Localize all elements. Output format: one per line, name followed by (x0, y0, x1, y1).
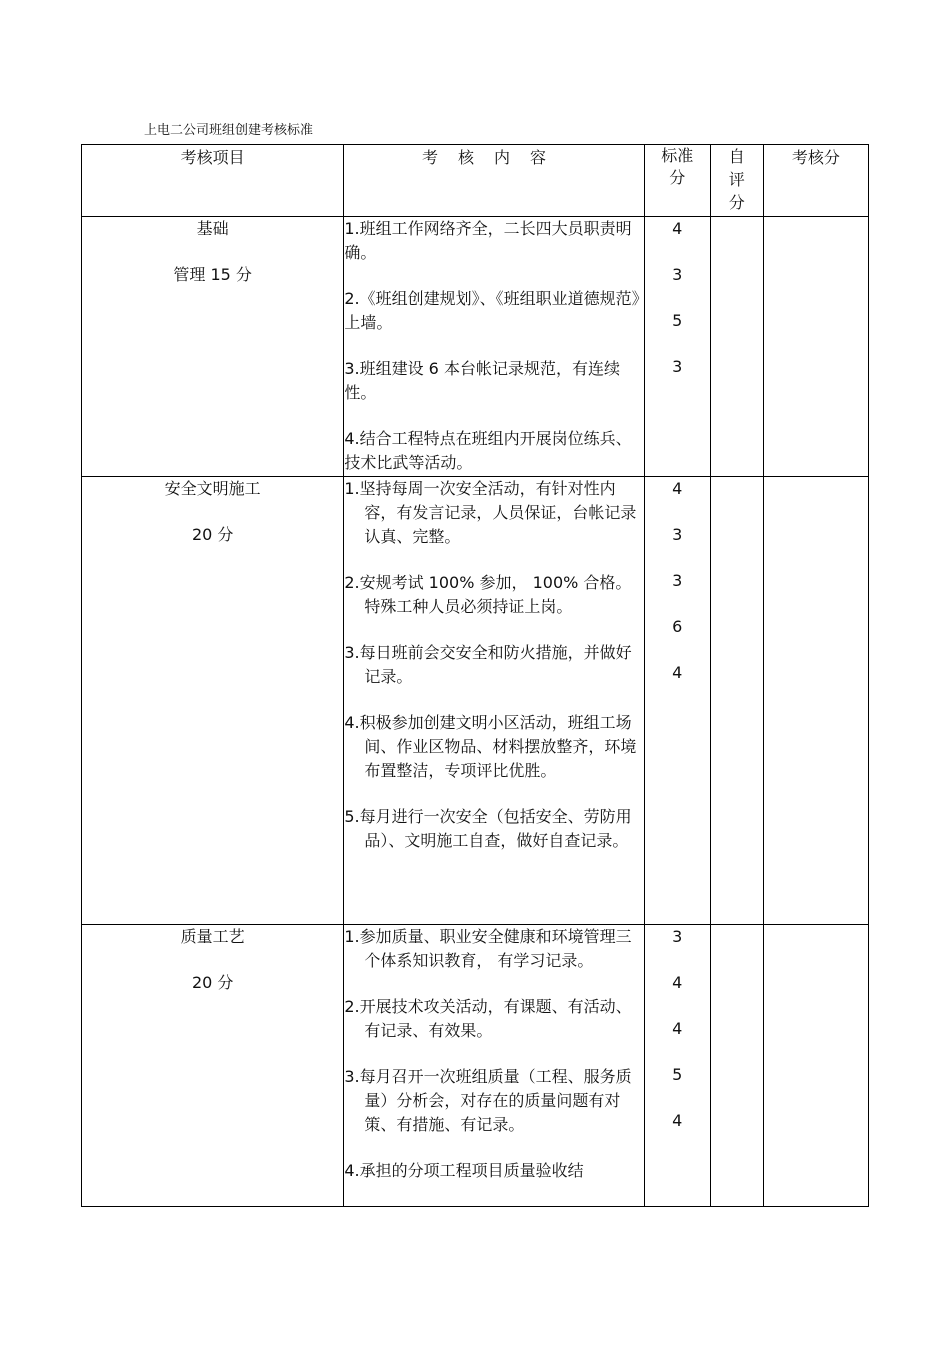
header-content: 考核内容 (344, 145, 644, 217)
standard-score: 4 (672, 219, 683, 238)
standard-score: 4 (672, 479, 683, 498)
self-score-cell[interactable] (710, 925, 763, 1207)
assessment-table (81, 144, 869, 1207)
category-cell (82, 477, 344, 925)
header-standard-line1: 标准 (661, 146, 694, 165)
section-row-safety (82, 477, 869, 925)
category-cell (82, 217, 344, 477)
content-cell (344, 477, 644, 925)
content-item: 5.每月进行一次安全（包括安全、劳防用品）、文明施工自查，做好自查记录。 (344, 807, 632, 850)
standard-score: 3 (672, 525, 683, 544)
final-score-cell[interactable] (763, 925, 868, 1207)
final-score-cell[interactable] (763, 217, 868, 477)
content-item: 4.承担的分项工程项目质量验收结 (344, 1161, 584, 1180)
category-points: 20 分 (191, 973, 234, 992)
standard-score: 3 (672, 357, 683, 376)
header-standard-line2: 分 (669, 168, 686, 187)
content-item: 2.《班组创建规划》、《班组职业道德规范》上墙。 (344, 289, 640, 332)
section-row-basic (82, 217, 869, 477)
section-row-quality (82, 925, 869, 1207)
content-item: 1.参加质量、职业安全健康和环境管理三个体系知识教育， 有学习记录。 (344, 927, 632, 970)
header-self-line3: 分 (728, 193, 745, 212)
category-points: 20 分 (191, 525, 234, 544)
content-item: 1.班组工作网络齐全，二长四大员职责明确。 (344, 219, 632, 262)
category-name: 质量工艺 (180, 927, 245, 946)
header-row (82, 145, 869, 217)
content-item: 4.结合工程特点在班组内开展岗位练兵、技术比武等活动。 (344, 429, 632, 472)
category-name: 安全文明施工 (164, 479, 261, 498)
content-item: 4.积极参加创建文明小区活动，班组工场间、作业区物品、材料摆放整齐，环境布置整洁，专项评比优胜。 (344, 713, 637, 780)
self-score-cell[interactable] (710, 217, 763, 477)
final-score-cell[interactable] (763, 477, 868, 925)
standard-score: 4 (672, 973, 683, 992)
standard-score-cell (644, 477, 710, 925)
content-item: 3.班组建设 6 本台帐记录规范，有连续性。 (344, 359, 620, 402)
category-cell (82, 925, 344, 1207)
content-cell (344, 925, 644, 1207)
document-title: 上电二公司班组创建考核标准 (144, 123, 314, 138)
content-item: 2.安规考试 100% 参加， 100% 合格。特殊工种人员必须持证上岗。 (344, 573, 632, 616)
header-self-line1: 自 (728, 147, 745, 166)
standard-score: 4 (672, 663, 683, 682)
standard-score: 3 (672, 927, 683, 946)
header-final-score: 考核分 (763, 145, 868, 217)
header-self-score (710, 145, 763, 217)
header-standard-score (644, 145, 710, 217)
standard-score: 3 (672, 265, 683, 284)
standard-score: 4 (672, 1111, 683, 1130)
content-item: 3.每月召开一次班组质量（工程、服务质量）分析会，对存在的质量问题有对策、有措施、有记录。 (344, 1067, 632, 1134)
content-item: 1.坚持每周一次安全活动，有针对性内容，有发言记录，人员保证，台帐记录认真、完整。 (344, 479, 637, 546)
header-self-line2: 评 (728, 170, 745, 189)
standard-score: 4 (672, 1019, 683, 1038)
self-score-cell[interactable] (710, 477, 763, 925)
standard-score-cell (644, 217, 710, 477)
standard-score: 3 (672, 571, 683, 590)
standard-score: 5 (672, 1065, 683, 1084)
standard-score-cell (644, 925, 710, 1207)
header-item: 考核项目 (82, 145, 344, 217)
category-points: 管理 15 分 (173, 265, 252, 284)
standard-score: 6 (672, 617, 683, 636)
standard-score: 5 (672, 311, 683, 330)
content-item: 3.每日班前会交安全和防火措施，并做好记录。 (344, 643, 632, 686)
content-item: 2.开展技术攻关活动，有课题、有活动、有记录、有效果。 (344, 997, 632, 1040)
content-cell (344, 217, 644, 477)
category-name: 基础 (196, 219, 229, 238)
